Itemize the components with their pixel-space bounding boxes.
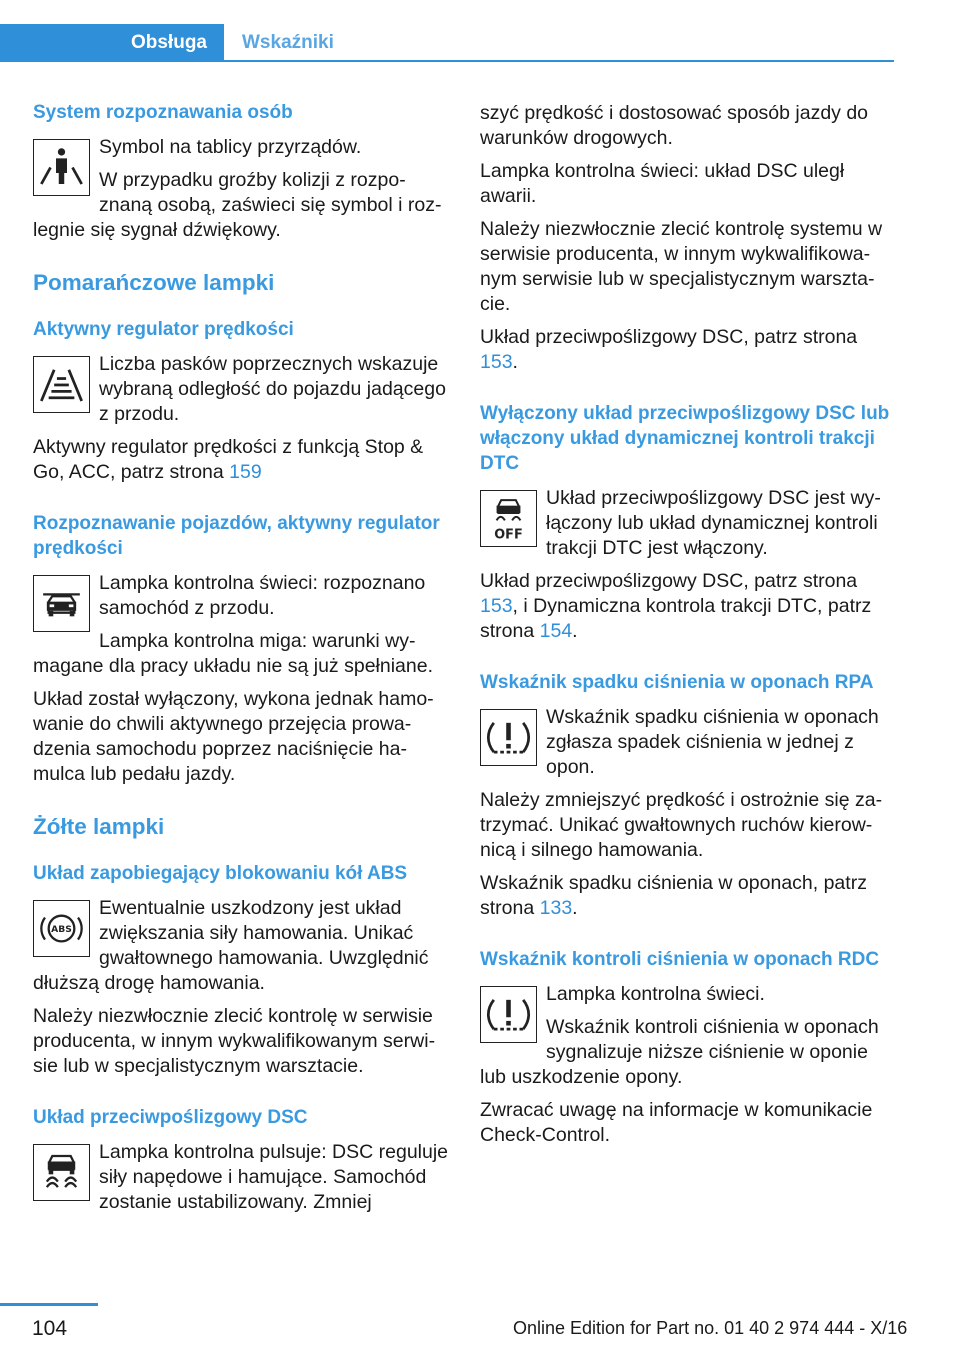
tab-obsluga[interactable]: Obsługa — [0, 24, 224, 62]
section-title-vehicle-detection: Rozpoznawanie pojazdów, aktywny regulator prędkości — [33, 513, 440, 559]
paragraph: Lampka kontrolna świeci. — [546, 983, 765, 1005]
paragraph: Zwracać uwagę na informacje w komunikacie Check-Control. — [480, 1099, 873, 1146]
section-title-rpa: Wskaźnik spadku ciśnienia w oponach RPA — [480, 672, 874, 693]
section-title-dsc: Układ przeciwpoślizgowy DSC — [33, 1107, 308, 1128]
paragraph-text: . — [572, 897, 578, 919]
paragraph: Należy niezwłocznie zlecić kontrolę w serwisie producenta, w innym wykwalifikowanym serwisie lub w specjalistycznym warsztacie. — [33, 1005, 436, 1077]
paragraph: Lampka kontrolna świeci: rozpoznano samochód z przodu. — [99, 572, 426, 619]
abs-icon — [33, 900, 90, 957]
dsc-off-icon — [480, 490, 537, 547]
paragraph: Wskaźnik kontroli ciśnienia w oponach sygnalizuje niższe ciśnienie w oponie lub uszkodzenie opony. — [480, 1016, 879, 1088]
paragraph — [480, 569, 896, 644]
svg-text:ABS: ABS — [51, 924, 72, 936]
page-link[interactable]: 159 — [229, 461, 262, 483]
paragraph: Liczba pasków poprzecznych wskazuje wybraną odległość do pojazdu jadącego z przodu. — [99, 353, 446, 425]
heading-yellow-lamps: Żółte lampki — [33, 814, 165, 839]
paragraph — [480, 871, 896, 921]
page-link[interactable]: 153 — [480, 351, 513, 373]
page-link[interactable]: 133 — [539, 897, 573, 919]
paragraph-text: . — [512, 351, 518, 373]
pedestrian-warning-icon — [33, 139, 90, 196]
paragraph: Symbol na tablicy przyrządów. — [99, 136, 362, 158]
tab-wskazniki[interactable]: Wskaźniki — [242, 32, 334, 53]
section-title-person-detection: System rozpoznawania osób — [33, 102, 293, 123]
paragraph-text: Układ przeciwpoślizgowy DSC, patrz strona — [480, 326, 858, 348]
footer-edition: Online Edition for Part no. 01 40 2 974 444 - X/16 — [513, 1318, 908, 1338]
paragraph: szyć prędkość i dostosować sposób jazdy do warunków drogowych. — [480, 102, 869, 149]
paragraph: Wskaźnik spadku ciśnienia w oponach zgłasza spadek ciśnienia w jednej z opon. — [546, 706, 879, 778]
paragraph: Należy niezwłocznie zlecić kontrolę systemu w serwisie producenta, w innym wykwalifikowanym serwisie lub w specjalistycznym warsztacie. — [480, 218, 883, 315]
section-title-abs: Układ zapobiegający blokowaniu kół ABS — [33, 863, 408, 884]
paragraph: Ewentualnie uszkodzony jest układ zwiększania siły hamowania. Unikać gwałtownego hamowania. Uwzględnić dłuższą drogę hamowania. — [33, 897, 429, 994]
paragraph: Układ przeciwpoślizgowy DSC jest wyłączony lub układ dynamicznej kontroli trakcji DTC jest włączony. — [546, 487, 881, 559]
dsc-car-skid-icon — [33, 1144, 90, 1201]
paragraph-text: . — [572, 620, 578, 642]
car-front-icon — [33, 575, 90, 632]
paragraph — [33, 435, 449, 485]
paragraph-text: Układ przeciwpoślizgowy DSC, patrz strona — [480, 570, 858, 592]
section-title-cruise-control: Aktywny regulator prędkości — [33, 319, 294, 340]
paragraph: Należy zmniejszyć prędkość i ostrożnie się zatrzymać. Unikać gwałtownych ruchów kierownicą i silnego hamowania. — [480, 789, 883, 861]
section-title-dsc-off: Wyłączony układ przeciwpoślizgowy DSC lub włączony układ dynamicznej kontroli trakcji DTC — [480, 403, 890, 474]
page-link[interactable]: 154 — [539, 620, 573, 642]
paragraph — [480, 325, 896, 375]
paragraph: Lampka kontrolna miga: warunki wymagane dla pracy układu nie są już spełniane. — [33, 630, 434, 677]
paragraph: Lampka kontrolna pulsuje: DSC reguluje siły napędowe i hamujące. Samochód zostanie ustabilizowany. Zmniej — [99, 1141, 449, 1213]
right-column — [480, 101, 896, 1156]
tire-pressure-icon — [480, 986, 537, 1043]
section-title-rdc: Wskaźnik kontroli ciśnienia w oponach RDC — [480, 949, 880, 970]
page-number: 104 — [32, 1317, 68, 1340]
paragraph-text: , i Dynamiczna kontrola trakcji DTC, patrz strona — [480, 595, 872, 642]
header-bar — [0, 24, 894, 62]
dsc-off-icon-label: OFF — [494, 527, 523, 543]
tire-pressure-icon — [480, 709, 537, 766]
paragraph: Układ został wyłączony, wykona jednak hamowanie do chwili aktywnego przejęcia prowadzenia samochodu poprzez naciśnięcie hamulca lub pedału jazdy. — [33, 688, 434, 785]
heading-orange-lamps: Pomarańczowe lampki — [33, 270, 275, 295]
distance-bars-icon — [33, 356, 90, 413]
paragraph-text: Wskaźnik spadku ciśnienia w oponach, patrz strona — [480, 872, 867, 919]
paragraph-text: Aktywny regulator prędkości z funkcją Stop & Go, ACC, patrz strona — [33, 436, 424, 483]
paragraph: Lampka kontrolna świeci: układ DSC uległ awarii. — [480, 160, 845, 207]
paragraph: W przypadku groźby kolizji z rozpoznaną osobą, zaświeci się symbol i rozlegnie się sygnał dźwiękowy. — [33, 169, 442, 241]
page-link[interactable]: 153 — [480, 595, 513, 617]
left-column — [33, 100, 449, 1223]
footer-rule — [0, 1303, 98, 1306]
